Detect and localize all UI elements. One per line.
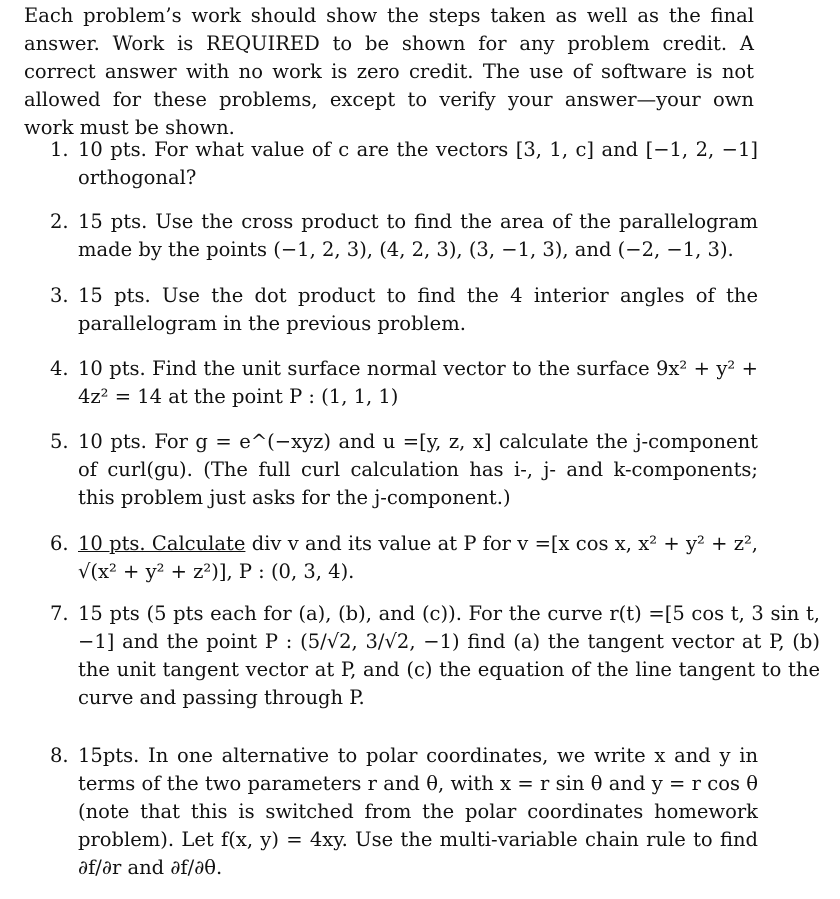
problem-4 — [50, 355, 758, 411]
problem-text: 10 pts. Find the unit surface normal vector to the surface 9x² + y² + 4z² = 14 at the point P : (1, 1, 1) — [78, 357, 758, 408]
problem-text: 15 pts. Use the cross product to find the area of the parallelogram made by the points (−1, 2, 3), (4, 2, 3), (3, −1, 3), and (−2, −1, 3). — [78, 210, 758, 261]
instructions-paragraph: Each problem’s work should show the steps taken as well as the final answer. Work is REQUIRED to be shown for any problem credit. A correct answer with no work is zero credit. The use of software is not allowed for these problems, except to verify your answer—your own work must be shown. — [24, 4, 754, 139]
problem-text: 10 pts. For what value of c are the vectors [3, 1, c] and [−1, 2, −1] orthogonal? — [78, 138, 758, 189]
problem-number: 6. — [50, 532, 69, 555]
problem-text — [78, 530, 758, 586]
problem-1 — [50, 136, 758, 192]
problem-text: 15pts. In one alternative to polar coordinates, we write x and y in terms of the two parameters r and θ, with x = r sin θ and y = r cos θ (note that this is switched from the polar coordinates homework problem). Let f(x, y) = 4xy. Use the multi-variable chain rule to find ∂f/∂r and ∂f/∂θ. — [78, 744, 758, 879]
problem-number: 3. — [50, 284, 69, 307]
problem-8 — [50, 742, 758, 882]
problem-number: 8. — [50, 744, 69, 767]
problem-5 — [50, 428, 758, 512]
problem-text: 10 pts. For g = e^(−xyz) and u =[y, z, x] calculate the j-component of curl(gu). (The full curl calculation has i-, j- and k-components; this problem just asks for the j-component.) — [78, 430, 758, 509]
problem-text-rest: div v and its value at P for v =[x cos x, x² + y² + z², √(x² + y² + z²)], P : (0, 3, 4). — [78, 532, 758, 583]
problem-text: 15 pts. Use the dot product to find the 4 interior angles of the parallelogram in the previous problem. — [78, 284, 758, 335]
underlined-lead: 10 pts. Calculate — [78, 532, 246, 555]
problem-3 — [50, 282, 758, 338]
problem-number: 1. — [50, 138, 69, 161]
problem-text: 15 pts (5 pts each for (a), (b), and (c)). For the curve r(t) =[5 cos t, 3 sin t, −1] and the point P : (5/√2, 3/√2, −1) find (a) the tangent vector at P, (b) the unit tangent vector at P, and (c) the equation of the line tangent to the curve and passing through P. — [78, 602, 820, 709]
problem-number: 2. — [50, 210, 69, 233]
problem-7 — [50, 600, 820, 712]
problem-6 — [50, 530, 758, 586]
problem-number: 5. — [50, 430, 69, 453]
problem-number: 7. — [50, 602, 69, 625]
problem-2 — [50, 208, 758, 264]
problem-number: 4. — [50, 357, 69, 380]
